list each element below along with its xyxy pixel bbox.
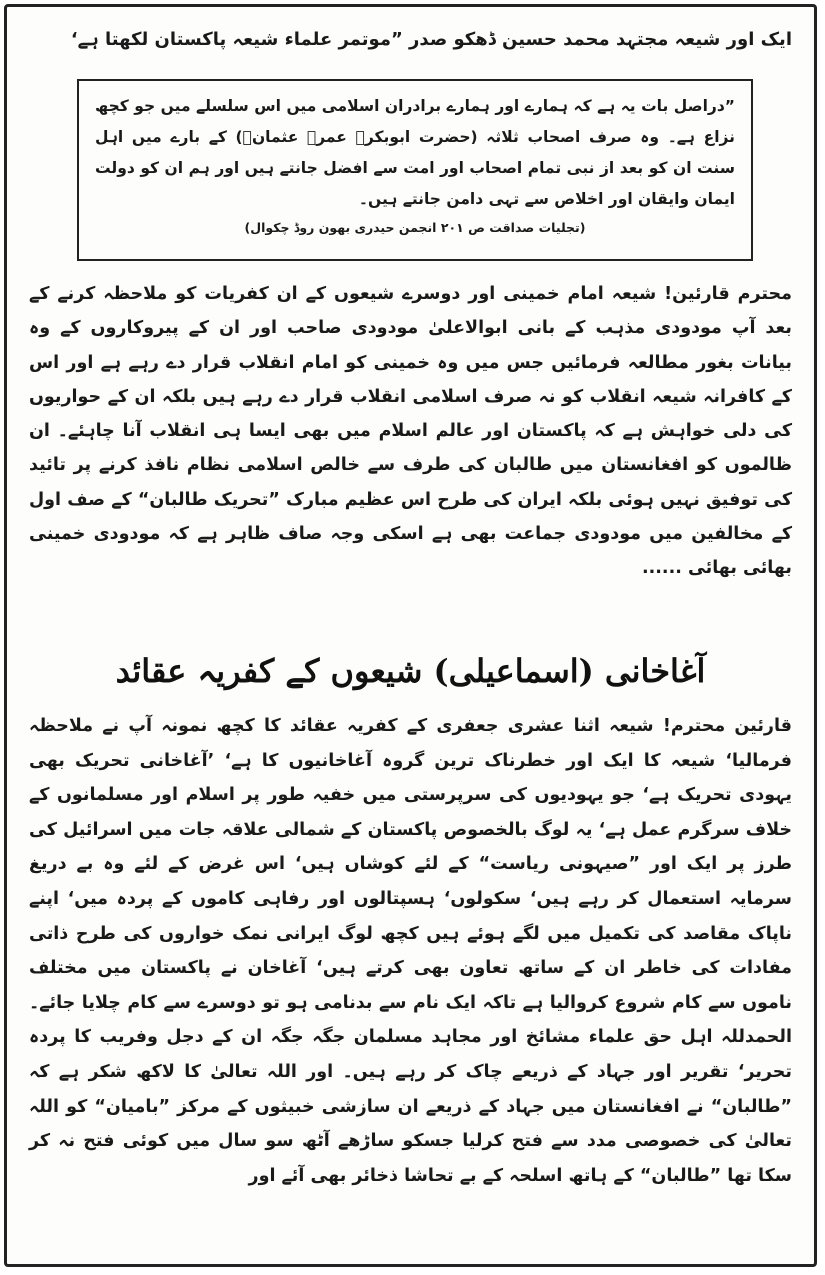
quote-reference: (تجلیات صداقت ص ۲۰۱ انجمن حیدری بھون روڈ چکوال) (244, 220, 586, 235)
quote-box (77, 79, 753, 261)
section-heading: آغاخانی (اسماعیلی) شیعوں کے کفریہ عقائد (115, 652, 706, 690)
paragraph-1: محترم قارئین! شیعہ امام خمینی اور دوسرے شیعوں کے ان کفریات کو ملاحظہ کرنے کے بعد آپ مودودی مذہب کے بانی ابوالاعلیٰ مودودی صاحب اور ان کے پیروکاروں کے وہ بیانات بغور مطالعہ فرمائیں جس میں وہ خمینی کو امام انقلاب قرار دے رہے ہے اور اس کے کافرانہ شیعہ انقلاب کو نہ صرف اسلامی انقلاب قرار دے رہے ہیں بلکہ ان کے حواریوں کی دلی خواہش ہے کہ پاکستان اور عالم اسلام میں بھی ایسا ہی انقلاب آنا چاہئے۔ ان ظالموں کو افغانستان میں طالبان کی طرف سے خالص اسلامی نظام نافذ کرنے پر تائید کی توفیق نہیں ہوئی بلکہ ایران کی طرح اس عظیم مبارک ”تحریک طالبان“ کے صف اول کے مخالفین میں مودودی جماعت بھی ہے اسکی وجہ صاف ظاہر ہے کہ مودودی خمینی بھائی بھائی ...... (29, 284, 792, 579)
quote-text: ”دراصل بات یہ ہے کہ ہمارے اور ہمارے برادران اسلامی میں اس سلسلے میں جو کچھ نزاع ہے۔ وہ صرف اصحاب ثلاثہ (حضرت ابوبکرؓ عمرؓ عثمانؓ) کے بارے میں اہل سنت ان کو بعد از نبی تمام اصحاب اور امت سے افضل جانتے ہیں اور ہم ان کو دولت ایمان وایقان اور اخلاص سے تہی دامن جانتے ہیں۔ (95, 97, 735, 208)
document-page (4, 4, 817, 1267)
paragraph-2: قارئین محترم! شیعہ اثنا عشری جعفری کے کفریہ عقائد کا کچھ نمونہ آپ نے ملاحظہ فرمالیا‘ شیعہ کا ایک اور خطرناک ترین گروہ آغاخانیوں کا ہے‘ ’آغاخانی تحریک بھی یہودی تحریک ہے‘ جو یہودیوں کی سرپرستی میں خفیہ طور پر اسلام اور مسلمانوں کے خلاف سرگرم عمل ہے‘ یہ لوگ بالخصوص پاکستان کے شمالی علاقہ جات میں اسرائیل کی طرز پر ایک اور ”صیہونی ریاست“ کے لئے کوشاں ہیں‘ اس غرض کے لئے وہ بے دریغ سرمایہ استعمال کر رہے ہیں‘ سکولوں‘ ہسپتالوں اور رفاہی کاموں کے پردہ میں‘ اپنے ناپاک مقاصد کی تکمیل میں لگے ہوئے ہیں کچھ لوگ ایرانی نمک خواروں کی طرح ذاتی مفادات کی خاطر ان کے ساتھ تعاون بھی کرتے ہیں‘ آغاخان نے پاکستان میں مختلف ناموں سے کام شروع کروالیا ہے تاکہ ایک نام سے بدنامی ہو تو دوسرے سے کام چلایا جائے۔ الحمدللہ اہل حق علماء مشائخ اور مجاہد مسلمان جگہ جگہ ان کے دجل وفریب کا پردہ تحریر‘ تقریر اور جہاد کے ذریعے چاک کر رہے ہیں۔ اور اللہ تعالیٰ کا لاکھ شکر ہے کہ ”طالبان“ نے افغانستان میں جہاد کے ذریعے ان سازشی خبیثوں کے مرکز ”بامیان“ کو اللہ تعالیٰ کی خصوصی مدد سے فتح کرلیا جسکو ساڑھے آٹھ سو سال میں کوئی فتح نہ کر سکا تھا ”طالبان“ کے ہاتھ اسلحہ کے بے تحاشا ذخائر بھی آئے اور (29, 716, 792, 1186)
intro-line: ایک اور شیعہ مجتہد محمد حسین ڈھکو صدر ”موتمر علماء شیعہ پاکستان لکھتا ہے‘ (70, 29, 792, 50)
